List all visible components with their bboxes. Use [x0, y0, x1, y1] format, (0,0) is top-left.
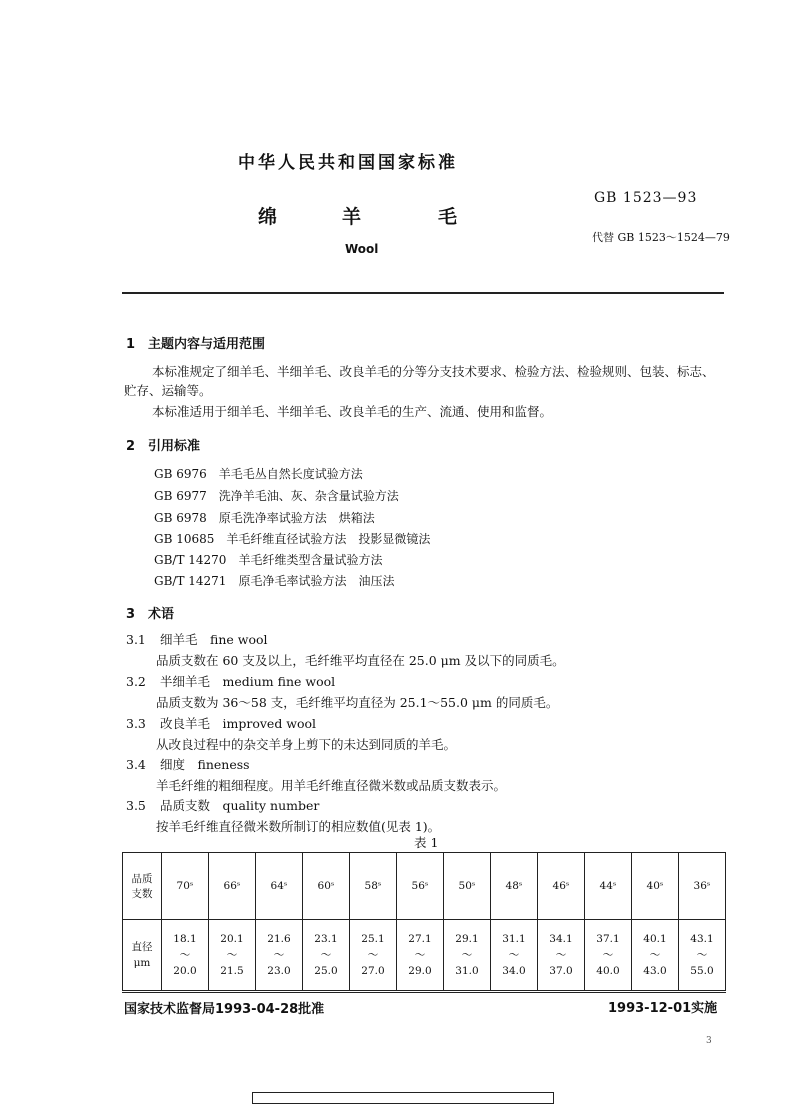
table-cell — [444, 920, 491, 991]
dia-low: 43.1 — [690, 933, 714, 945]
dia-sep: ～ — [602, 949, 614, 961]
dia-high: 34.0 — [502, 965, 526, 977]
dia-low: 34.1 — [549, 933, 573, 945]
dia-sep: ～ — [367, 949, 379, 961]
dia-low: 20.1 — [220, 933, 244, 945]
bottom-frame — [252, 1092, 554, 1104]
term-number: 3.5 — [126, 798, 146, 813]
title-char-1: 绵 — [258, 206, 280, 228]
dia-high: 21.5 — [220, 965, 244, 977]
term-title: 半细羊毛 medium fine wool — [160, 674, 336, 689]
dia-high: 37.0 — [549, 965, 573, 977]
header-divider — [122, 292, 724, 294]
dia-high: 43.0 — [643, 965, 667, 977]
dia-low: 29.1 — [455, 933, 479, 945]
term-definition: 品质支数为 36～58 支，毛纤维平均直径为 25.1～55.0 μm 的同质毛。 — [156, 695, 559, 710]
row-header-text: 品质 — [131, 873, 153, 885]
page-number: 3 — [706, 1036, 712, 1046]
reference-item: GB 6977 洗净羊毛油、灰、杂含量试验方法 — [154, 489, 399, 503]
section-2-heading: 2 引用标准 — [126, 439, 201, 454]
term-definition: 品质支数在 60 支及以上，毛纤维平均直径在 25.0 μm 及以下的同质毛。 — [156, 653, 565, 668]
row-header-text: 支数 — [131, 888, 153, 900]
table-row — [123, 853, 726, 920]
table-cell — [162, 920, 209, 991]
table-cell: 60ˢ — [303, 853, 350, 920]
table-cell: 56ˢ — [397, 853, 444, 920]
table-cell: 50ˢ — [444, 853, 491, 920]
replaces-note: 代替 GB 1523～1524—79 — [592, 231, 730, 244]
dia-high: 20.0 — [173, 965, 197, 977]
table-cell: 46ˢ — [538, 853, 585, 920]
table-cell — [397, 920, 444, 991]
dia-low: 37.1 — [596, 933, 620, 945]
dia-low: 31.1 — [502, 933, 526, 945]
table-cell: 44ˢ — [585, 853, 632, 920]
table-cell: 64ˢ — [256, 853, 303, 920]
table-cell — [303, 920, 350, 991]
dia-sep: ～ — [320, 949, 332, 961]
table-cell: 48ˢ — [491, 853, 538, 920]
dia-high: 31.0 — [455, 965, 479, 977]
reference-item: GB/T 14271 原毛净毛率试验方法 油压法 — [154, 574, 395, 588]
dia-low: 25.1 — [361, 933, 385, 945]
title-char-3: 毛 — [438, 206, 460, 228]
dia-low: 18.1 — [173, 933, 197, 945]
table-cell — [209, 920, 256, 991]
row-header-diameter — [123, 920, 162, 991]
dia-high: 40.0 — [596, 965, 620, 977]
reference-item: GB 6976 羊毛毛丛自然长度试验方法 — [154, 467, 363, 481]
section-1-para-1-line-1: 本标准规定了细羊毛、半细羊毛、改良羊毛的分等分支技术要求、检验方法、检验规则、包装、标志、 — [152, 364, 715, 379]
table-cell — [350, 920, 397, 991]
table-caption: 表 1 — [414, 835, 439, 850]
dia-sep: ～ — [696, 949, 708, 961]
dia-high: 29.0 — [408, 965, 432, 977]
quality-count-table — [122, 852, 726, 991]
table-cell — [632, 920, 679, 991]
reference-item: GB/T 14270 羊毛纤维类型含量试验方法 — [154, 553, 383, 567]
term-title: 细度 fineness — [160, 757, 250, 772]
dia-high: 23.0 — [267, 965, 291, 977]
national-standard-title: 中华人民共和国国家标准 — [238, 153, 458, 173]
dia-sep: ～ — [461, 949, 473, 961]
dia-high: 27.0 — [361, 965, 385, 977]
approval-note: 国家技术监督局1993-04-28批准 — [124, 1002, 325, 1017]
term-definition: 从改良过程中的杂交羊身上剪下的未达到同质的羊毛。 — [156, 737, 457, 752]
table-cell — [538, 920, 585, 991]
table-cell — [256, 920, 303, 991]
section-1-heading: 1 主题内容与适用范围 — [126, 337, 266, 352]
title-char-2: 羊 — [342, 206, 364, 228]
table-cell: 66ˢ — [209, 853, 256, 920]
dia-sep: ～ — [414, 949, 426, 961]
table-cell — [585, 920, 632, 991]
effective-date: 1993-12-01实施 — [608, 1001, 718, 1016]
row-header-quality-count — [123, 853, 162, 920]
term-definition: 羊毛纤维的粗细程度。用羊毛纤维直径微米数或品质支数表示。 — [156, 778, 507, 793]
dia-sep: ～ — [226, 949, 238, 961]
section-3-heading: 3 术语 — [126, 607, 175, 622]
dia-sep: ～ — [273, 949, 285, 961]
row-header-text: 直径 — [131, 941, 153, 953]
dia-high: 55.0 — [690, 965, 714, 977]
table-cell: 58ˢ — [350, 853, 397, 920]
term-title: 品质支数 quality number — [160, 798, 320, 813]
row-header-text: μm — [133, 957, 151, 969]
term-title: 改良羊毛 improved wool — [160, 716, 317, 731]
table-cell: 70ˢ — [162, 853, 209, 920]
term-number: 3.1 — [126, 632, 146, 647]
dia-sep: ～ — [179, 949, 191, 961]
term-number: 3.2 — [126, 674, 146, 689]
dia-sep: ～ — [508, 949, 520, 961]
table-cell: 40ˢ — [632, 853, 679, 920]
dia-low: 21.6 — [267, 933, 291, 945]
reference-item: GB 10685 羊毛纤维直径试验方法 投影显微镜法 — [154, 532, 431, 546]
table-cell — [679, 920, 726, 991]
dia-high: 25.0 — [314, 965, 338, 977]
dia-low: 23.1 — [314, 933, 338, 945]
term-number: 3.3 — [126, 716, 146, 731]
dia-low: 27.1 — [408, 933, 432, 945]
reference-item: GB 6978 原毛洗净率试验方法 烘箱法 — [154, 511, 375, 525]
term-number: 3.4 — [126, 757, 146, 772]
standard-code: GB 1523—93 — [594, 190, 698, 206]
title-english: Wool — [345, 242, 379, 256]
dia-sep: ～ — [649, 949, 661, 961]
table-row — [123, 920, 726, 991]
term-title: 细羊毛 fine wool — [160, 632, 268, 647]
term-definition: 按羊毛纤维直径微米数所制订的相应数值(见表 1)。 — [156, 819, 441, 834]
section-1-para-1-line-2: 贮存、运输等。 — [124, 383, 212, 398]
table-cell — [491, 920, 538, 991]
footer-divider — [122, 992, 726, 993]
section-1-para-2: 本标准适用于细羊毛、半细羊毛、改良羊毛的生产、流通、使用和监督。 — [152, 404, 553, 419]
dia-sep: ～ — [555, 949, 567, 961]
dia-low: 40.1 — [643, 933, 667, 945]
table-cell: 36ˢ — [679, 853, 726, 920]
